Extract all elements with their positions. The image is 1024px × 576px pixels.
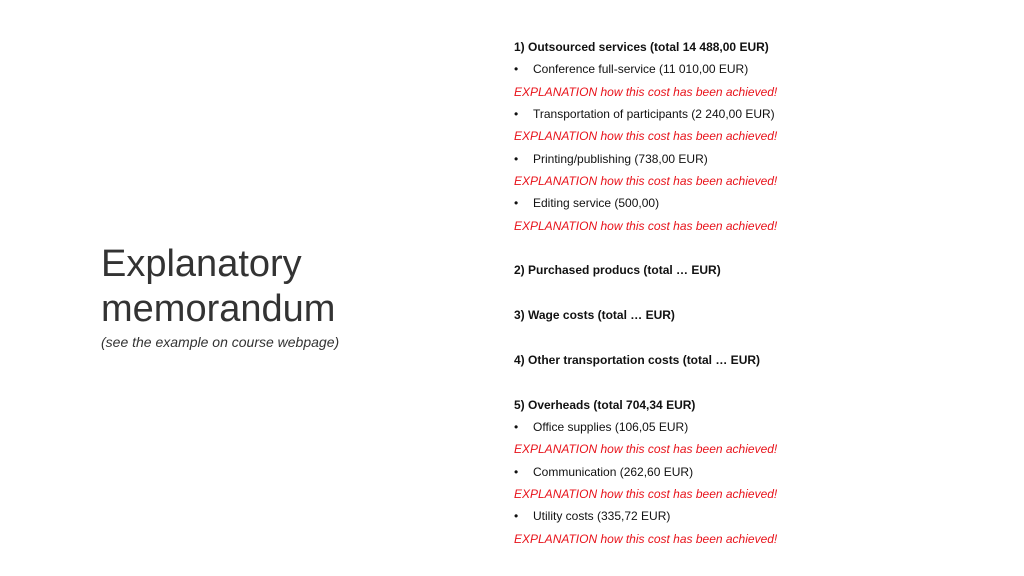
spacer: [514, 371, 1004, 393]
cost-list: [514, 36, 1004, 550]
item-explanation: EXPLANATION how this cost has been achieved!: [514, 486, 778, 501]
bullet: •: [514, 62, 519, 77]
list-item: [514, 148, 1004, 170]
section-5-heading: 5) Overheads (total 704,34 EUR): [514, 397, 696, 412]
item-label: Communication (262,60 EUR): [533, 464, 694, 479]
item-label: Office supplies (106,05 EUR): [533, 419, 689, 434]
spacer: [514, 326, 1004, 348]
title-line-1: Explanatory: [101, 243, 302, 285]
slide-subtitle: (see the example on course webpage): [101, 334, 340, 350]
item-label: Editing service (500,00): [533, 196, 660, 211]
item-explanation: EXPLANATION how this cost has been achieved!: [514, 531, 778, 546]
item-label: Transportation of participants (2 240,00 EUR): [533, 107, 775, 122]
title-block: [101, 242, 461, 350]
section-1-heading: 1) Outsourced services (total 14 488,00 EUR): [514, 40, 769, 54]
item-label: Utility costs (335,72 EUR): [533, 509, 671, 524]
list-item: [514, 416, 1004, 438]
list-item: [514, 461, 1004, 483]
bullet: •: [514, 419, 519, 434]
item-label: Printing/publishing (738,00 EUR): [533, 151, 708, 166]
list-item: [514, 505, 1004, 527]
bullet: •: [514, 464, 519, 479]
section-4-heading: 4) Other transportation costs (total … EUR): [514, 352, 761, 367]
item-explanation: EXPLANATION how this cost has been achieved!: [514, 218, 778, 233]
item-explanation: EXPLANATION how this cost has been achieved!: [514, 442, 778, 457]
bullet: •: [514, 196, 519, 211]
list-item: [514, 58, 1004, 80]
bullet: •: [514, 509, 519, 524]
bullet: •: [514, 107, 519, 122]
spacer: [514, 282, 1004, 304]
item-label: Conference full-service (11 010,00 EUR): [533, 62, 749, 77]
bullet: •: [514, 151, 519, 166]
item-explanation: EXPLANATION how this cost has been achieved!: [514, 84, 778, 99]
list-item: [514, 103, 1004, 125]
section-3-heading: 3) Wage costs (total … EUR): [514, 308, 675, 323]
item-explanation: EXPLANATION how this cost has been achieved!: [514, 129, 778, 144]
title-line-2: memorandum: [101, 288, 336, 330]
spacer: [514, 237, 1004, 259]
item-explanation: EXPLANATION how this cost has been achieved!: [514, 174, 778, 189]
slide-title: [101, 242, 461, 332]
list-item: [514, 192, 1004, 214]
section-2-heading: 2) Purchased producs (total … EUR): [514, 263, 721, 278]
